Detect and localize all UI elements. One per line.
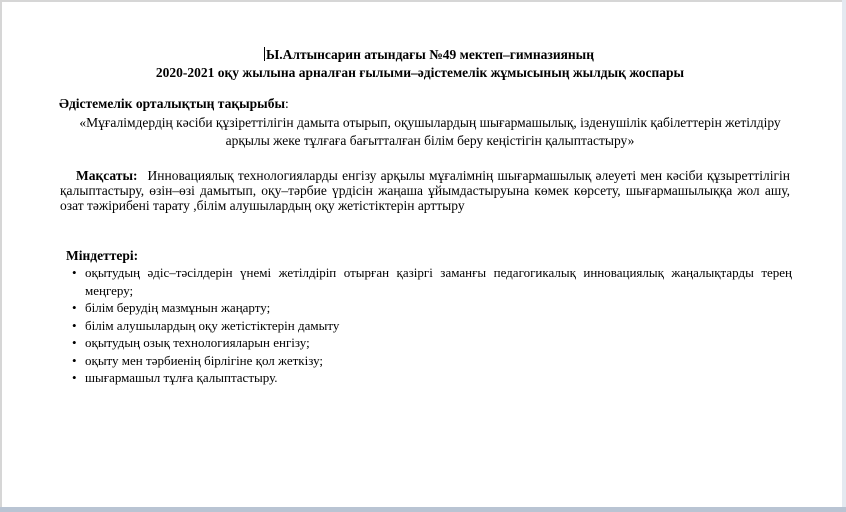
task-text: шығармашыл тұлға қалыптастыру.	[85, 370, 278, 385]
task-item	[72, 264, 792, 299]
topic-text: «Мұғалімдердің кәсіби құзіреттілігін дамыта отырып, оқушылардың шығармашылық, ізденушілік қабілеттерін жетілдіру арқылы жеке тұлғаға бағытталған білім беру кеңістігін қалыптастыру»	[79, 115, 781, 148]
topic-label: Әдістемелік орталықтың тақырыбы	[59, 96, 285, 111]
bullet-icon: •	[72, 317, 77, 333]
window-frame-top	[0, 0, 846, 2]
bullet-icon: •	[72, 335, 77, 350]
task-text: оқытудың әдіс–тәсілдерін үнемі жетілдіріп отырған қазіргі заманғы педагогикалық инновациялық жаңалықтарды терең меңгеру;	[85, 265, 792, 298]
topic-colon: :	[285, 96, 289, 111]
goal-paragraph	[60, 168, 790, 213]
task-text: білім алушылардың оқу жетістіктерін дамыту	[85, 317, 340, 333]
task-item	[72, 369, 792, 387]
title-line-2: 2020-2021 оқу жылына арналған ғылыми–әдістемелік жұмысының жылдық жоспары	[155, 65, 685, 80]
tasks-list	[72, 264, 792, 387]
text-cursor	[264, 47, 265, 61]
task-text: оқыту мен тәрбиенің бірлігіне қол жеткізу;	[85, 352, 324, 368]
bullet-icon: •	[72, 300, 77, 315]
title-line-1: Ы.Алтынсарин атындағы №49 мектеп–гимназияның	[265, 47, 595, 62]
goal-label: Мақсаты:	[76, 168, 138, 183]
task-text: білім берудің мазмұнын жаңарту;	[85, 300, 271, 315]
window-frame-bottom	[0, 507, 846, 512]
bullet-icon: •	[72, 370, 77, 385]
tasks-heading: Міндеттері:	[66, 248, 139, 263]
document-title	[0, 47, 846, 63]
task-item	[72, 317, 792, 335]
bullet-icon: •	[72, 352, 77, 368]
task-text: оқытудың озық технологияларын енгізу;	[85, 335, 310, 350]
task-item	[72, 334, 792, 352]
task-item	[72, 299, 792, 317]
topic-heading	[59, 96, 289, 112]
goal-text: Инновациялық технологияларды енгізу арқылы мұғалімнің шығармашылық әлеуеті мен кәсіби құзыреттілігін қалыптастыру, өзін–өзі дамытып, оқу–тәрбие үрдісін жаңаша ұйымдастыруына көмек көрсету, шығармашылыққа жол ашу, озат тәжірибені тарату ,білім алушылардың оқу жетістіктерін арттыру	[60, 168, 790, 213]
document-subtitle	[0, 65, 846, 81]
bullet-icon: •	[72, 265, 77, 280]
task-item	[72, 352, 792, 370]
